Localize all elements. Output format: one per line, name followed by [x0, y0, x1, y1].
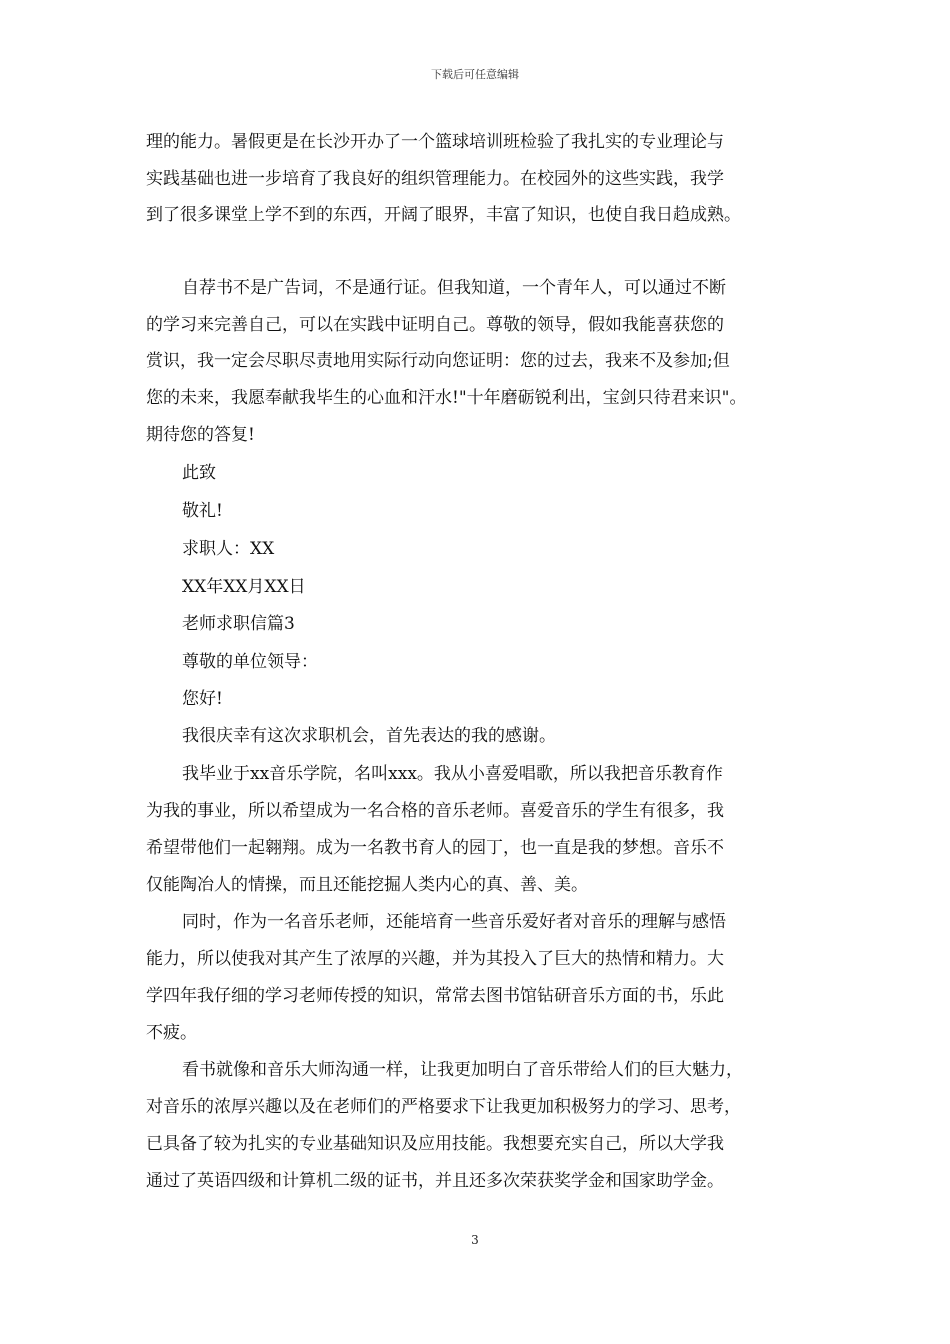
- text-line: 看书就像和音乐大师沟通一样，让我更加明白了音乐带给人们的巨大魅力，: [182, 1060, 743, 1080]
- salutation-line: 此致: [182, 463, 216, 483]
- text-line: 赏识，我一定会尽职尽责地用实际行动向您证明：您的过去，我来不及参加;但: [146, 351, 730, 371]
- text-line: 到了很多课堂上学不到的东西，开阔了眼界，丰富了知识，也使自我日趋成熟。: [146, 205, 741, 225]
- text-line: 我毕业于xx音乐学院，名叫xxx。我从小喜爱唱歌，所以我把音乐教育作: [182, 764, 723, 784]
- section-title: 老师求职信篇3: [182, 614, 295, 634]
- text-line: 的学习来完善自己，可以在实践中证明自己。尊敬的领导，假如我能喜获您的: [146, 315, 724, 335]
- text-line: 您的未来，我愿奉献我毕生的心血和汗水!"十年磨砺锐利出，宝剑只待君来识"。: [146, 388, 747, 408]
- greeting-line: 您好!: [182, 689, 223, 709]
- text-line: 学四年我仔细的学习老师传授的知识，常常去图书馆钻研音乐方面的书，乐此: [146, 986, 724, 1006]
- date-line: XX年XX月XX日: [182, 577, 306, 597]
- text-line: 已具备了较为扎实的专业基础知识及应用技能。我想要充实自己，所以大学我: [146, 1134, 724, 1154]
- page-header: 下载后可任意编辑: [431, 68, 519, 81]
- salutation-line: 敬礼!: [182, 501, 223, 521]
- text-line: 对音乐的浓厚兴趣以及在老师们的严格要求下让我更加积极努力的学习、思考，: [146, 1097, 741, 1117]
- text-line: 不疲。: [146, 1023, 197, 1043]
- text-line: 自荐书不是广告词，不是通行证。但我知道，一个青年人，可以通过不断: [182, 278, 726, 298]
- greeting-line: 尊敬的单位领导：: [182, 652, 318, 672]
- text-line: 同时，作为一名音乐老师，还能培育一些音乐爱好者对音乐的理解与感悟: [182, 912, 726, 932]
- text-line: 理的能力。暑假更是在长沙开办了一个篮球培训班检验了我扎实的专业理论与: [146, 132, 724, 152]
- text-line: 通过了英语四级和计算机二级的证书，并且还多次荣获奖学金和国家助学金。: [146, 1171, 724, 1191]
- page-number: 3: [471, 1233, 479, 1247]
- text-line: 我很庆幸有这次求职机会，首先表达的我的感谢。: [182, 726, 556, 746]
- text-line: 实践基础也进一步培育了我良好的组织管理能力。在校园外的这些实践，我学: [146, 169, 724, 189]
- text-line: 希望带他们一起翱翔。成为一名教书育人的园丁，也一直是我的梦想。音乐不: [146, 838, 724, 858]
- signature-line: 求职人：XX: [182, 539, 275, 559]
- text-line: 期待您的答复!: [146, 425, 255, 445]
- text-line: 仅能陶冶人的情操，而且还能挖掘人类内心的真、善、美。: [146, 875, 588, 895]
- text-line: 能力，所以使我对其产生了浓厚的兴趣，并为其投入了巨大的热情和精力。大: [146, 949, 724, 969]
- text-line: 为我的事业，所以希望成为一名合格的音乐老师。喜爱音乐的学生有很多，我: [146, 801, 724, 821]
